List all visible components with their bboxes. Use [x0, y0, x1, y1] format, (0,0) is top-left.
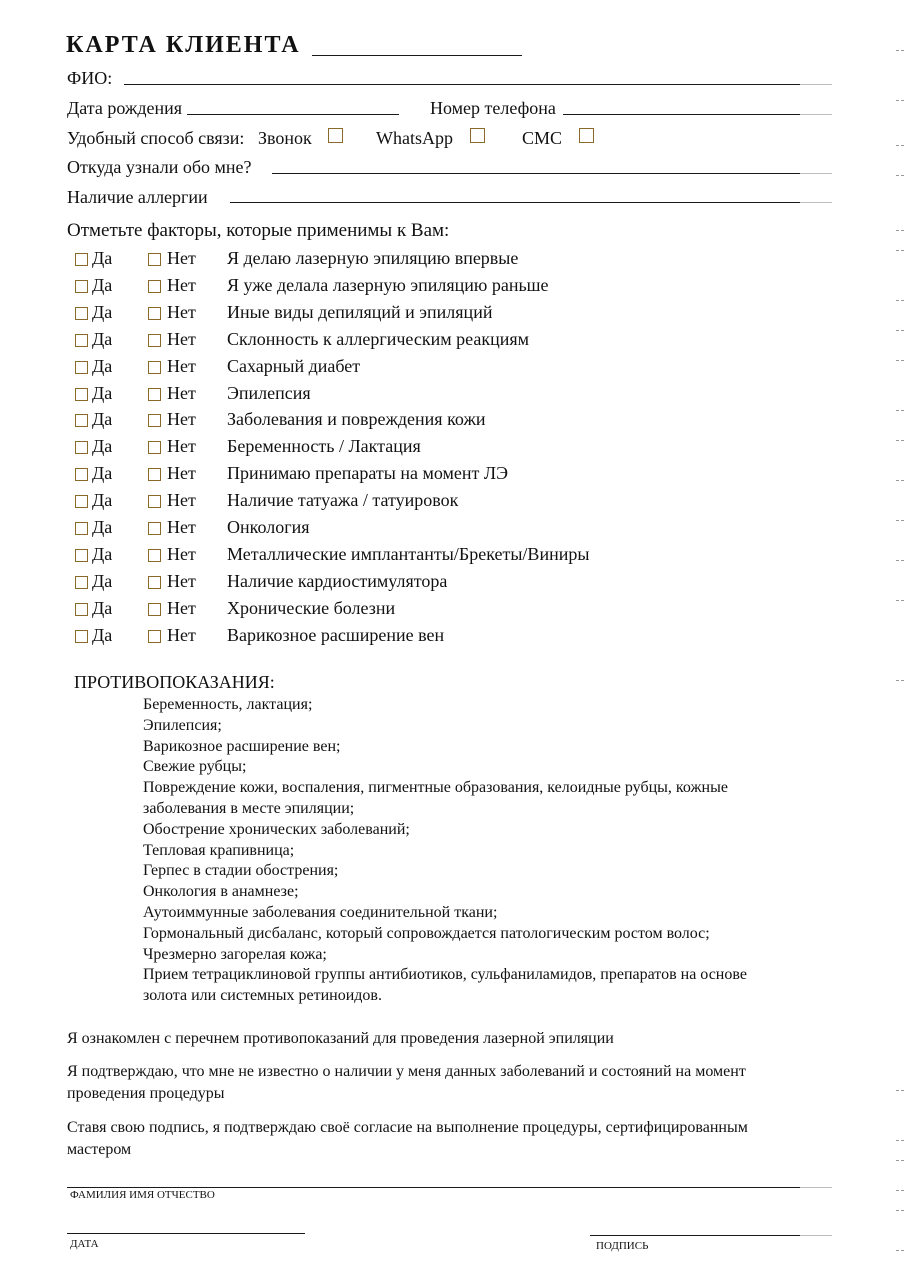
- factor-no-label: Нет: [167, 544, 196, 564]
- factor-yes-label: Да: [92, 625, 113, 645]
- factor-yes-label: Да: [92, 598, 113, 618]
- contact-method-label: Удобный способ связи:: [67, 128, 245, 148]
- factor-no-checkbox[interactable]: [148, 441, 161, 454]
- contraindication-item: Обострение хронических заболеваний;: [143, 820, 410, 838]
- ack-no-diseases-line1: Я подтверждаю, что мне не известно о наличии у меня данных заболеваний и состояний на момент: [67, 1063, 746, 1080]
- date-caption: ДАТА: [70, 1238, 99, 1250]
- crop-mark: [896, 50, 904, 51]
- factor-yes-checkbox[interactable]: [75, 414, 88, 427]
- contraindication-item: Свежие рубцы;: [143, 758, 247, 776]
- factor-yes-checkbox[interactable]: [75, 468, 88, 481]
- factor-no-checkbox[interactable]: [148, 549, 161, 562]
- factor-yes-checkbox[interactable]: [75, 388, 88, 401]
- factor-no-checkbox[interactable]: [148, 576, 161, 589]
- factor-text: Варикозное расширение вен: [227, 625, 445, 645]
- crop-mark: [896, 175, 904, 176]
- factor-text: Металлические имплантанты/Брекеты/Виниры: [227, 544, 590, 564]
- crop-mark: [896, 330, 904, 331]
- factor-no-label: Нет: [167, 463, 196, 483]
- contraindication-item: Эпилепсия;: [143, 716, 222, 734]
- factor-no-label: Нет: [167, 383, 196, 403]
- factor-yes-label: Да: [92, 248, 113, 268]
- factor-yes-checkbox[interactable]: [75, 307, 88, 320]
- factor-no-label: Нет: [167, 436, 196, 456]
- factor-text: Принимаю препараты на момент ЛЭ: [227, 463, 508, 483]
- crop-mark: [896, 1190, 904, 1191]
- phone-field-extension: [800, 114, 832, 115]
- crop-mark: [896, 440, 904, 441]
- sign-caption: ПОДПИСЬ: [596, 1240, 649, 1252]
- factor-yes-checkbox[interactable]: [75, 522, 88, 535]
- factor-text: Наличие татуажа / татуировок: [227, 490, 459, 510]
- full-name-signature-line[interactable]: [67, 1187, 800, 1188]
- factor-yes-checkbox[interactable]: [75, 441, 88, 454]
- fio-label: ФИО:: [67, 68, 113, 88]
- factor-no-checkbox[interactable]: [148, 388, 161, 401]
- factor-yes-label: Да: [92, 436, 113, 456]
- crop-mark: [896, 410, 904, 411]
- contact-option-whatsapp-label: WhatsApp: [376, 128, 453, 148]
- factor-no-checkbox[interactable]: [148, 414, 161, 427]
- factor-no-label: Нет: [167, 302, 196, 322]
- crop-mark: [896, 1210, 904, 1211]
- factor-text: Иные виды депиляций и эпиляций: [227, 302, 493, 322]
- contraindication-item: Чрезмерно загорелая кожа;: [143, 945, 327, 963]
- factor-yes-label: Да: [92, 490, 113, 510]
- crop-mark: [896, 230, 904, 231]
- factor-no-label: Нет: [167, 571, 196, 591]
- factor-yes-checkbox[interactable]: [75, 549, 88, 562]
- factor-text: Я уже делала лазерную эпиляцию раньше: [227, 275, 549, 295]
- crop-mark: [896, 680, 904, 681]
- factor-yes-checkbox[interactable]: [75, 495, 88, 508]
- factor-yes-checkbox[interactable]: [75, 361, 88, 374]
- contraindication-item: Варикозное расширение вен;: [143, 737, 341, 755]
- factor-no-checkbox[interactable]: [148, 334, 161, 347]
- contact-option-sms-label: СМС: [522, 128, 563, 148]
- factor-yes-checkbox[interactable]: [75, 630, 88, 643]
- allergy-field-extension: [800, 202, 832, 203]
- factor-text: Наличие кардиостимулятора: [227, 571, 448, 591]
- phone-field[interactable]: [563, 114, 800, 115]
- factor-text: Я делаю лазерную эпиляцию впервые: [227, 248, 519, 268]
- factor-yes-label: Да: [92, 463, 113, 483]
- fio-field[interactable]: [124, 84, 800, 85]
- contact-call-checkbox[interactable]: [328, 128, 343, 143]
- factor-yes-label: Да: [92, 409, 113, 429]
- date-signature-line[interactable]: [67, 1233, 305, 1234]
- contraindication-item: Онкология в анамнезе;: [143, 883, 299, 901]
- source-label: Откуда узнали обо мне?: [67, 157, 252, 177]
- crop-mark: [896, 100, 904, 101]
- crop-mark: [896, 1250, 904, 1251]
- contact-option-call-label: Звонок: [258, 128, 312, 148]
- factor-no-label: Нет: [167, 275, 196, 295]
- crop-mark: [896, 480, 904, 481]
- fio-field-extension: [800, 84, 832, 85]
- crop-mark: [896, 1140, 904, 1141]
- factor-no-label: Нет: [167, 490, 196, 510]
- factor-text: Беременность / Лактация: [227, 436, 421, 456]
- factor-text: Склонность к аллергическим реакциям: [227, 329, 530, 349]
- factor-no-checkbox[interactable]: [148, 468, 161, 481]
- contraindication-item: Прием тетрациклиновой группы антибиотиков, сульфаниламидов, препаратов на основе: [143, 966, 747, 984]
- factor-no-label: Нет: [167, 329, 196, 349]
- page-title: КАРТА КЛИЕНТА: [66, 32, 301, 58]
- contraindications-heading: ПРОТИВОПОКАЗАНИЯ:: [74, 672, 275, 692]
- ack-no-diseases-line2: проведения процедуры: [67, 1085, 225, 1102]
- contraindication-item: Аутоиммунные заболевания соединительной ткани;: [143, 903, 498, 921]
- full-name-caption: ФАМИЛИЯ ИМЯ ОТЧЕСТВО: [70, 1189, 215, 1201]
- crop-mark: [896, 560, 904, 561]
- factor-yes-label: Да: [92, 544, 113, 564]
- factor-no-checkbox[interactable]: [148, 307, 161, 320]
- factor-text: Хронические болезни: [227, 598, 396, 618]
- contact-whatsapp-checkbox[interactable]: [470, 128, 485, 143]
- factor-no-checkbox[interactable]: [148, 603, 161, 616]
- crop-mark: [896, 360, 904, 361]
- ack-contraindications: Я ознакомлен с перечнем противопоказаний для проведения лазерной эпиляции: [67, 1030, 614, 1047]
- factor-no-label: Нет: [167, 517, 196, 537]
- crop-mark: [896, 1160, 904, 1161]
- factor-yes-checkbox[interactable]: [75, 334, 88, 347]
- crop-mark: [896, 1090, 904, 1091]
- sign-signature-line[interactable]: [590, 1235, 800, 1236]
- factor-no-checkbox[interactable]: [148, 253, 161, 266]
- factor-yes-label: Да: [92, 275, 113, 295]
- birth-date-field[interactable]: [187, 114, 399, 115]
- source-field[interactable]: [272, 173, 800, 174]
- contraindication-item: Герпес в стадии обострения;: [143, 862, 339, 880]
- ack-consent-line2: мастером: [67, 1141, 132, 1158]
- crop-mark: [896, 520, 904, 521]
- contraindication-item: Гормональный дисбаланс, который сопровождается патологическим ростом волос;: [143, 924, 710, 942]
- contraindication-item: золота или системных ретиноидов.: [143, 987, 382, 1005]
- crop-mark: [896, 250, 904, 251]
- factor-no-label: Нет: [167, 356, 196, 376]
- factor-yes-label: Да: [92, 329, 113, 349]
- source-field-extension: [800, 173, 832, 174]
- factor-yes-checkbox[interactable]: [75, 280, 88, 293]
- ack-consent-line1: Ставя свою подпись, я подтверждаю своё согласие на выполнение процедуры, сертифицированным: [67, 1119, 748, 1136]
- allergy-field[interactable]: [230, 202, 800, 203]
- title-underline[interactable]: [312, 55, 522, 56]
- factor-no-checkbox[interactable]: [148, 280, 161, 293]
- phone-label: Номер телефона: [430, 98, 556, 118]
- full-name-line-extension: [800, 1187, 832, 1188]
- factor-no-checkbox[interactable]: [148, 495, 161, 508]
- factor-no-label: Нет: [167, 625, 196, 645]
- contact-sms-checkbox[interactable]: [579, 128, 594, 143]
- factor-yes-checkbox[interactable]: [75, 253, 88, 266]
- sign-line-extension: [800, 1235, 832, 1236]
- factor-yes-label: Да: [92, 302, 113, 322]
- factor-text: Эпилепсия: [227, 383, 311, 403]
- factor-no-checkbox[interactable]: [148, 361, 161, 374]
- factor-yes-label: Да: [92, 356, 113, 376]
- contraindication-item: Беременность, лактация;: [143, 696, 313, 713]
- factor-no-checkbox[interactable]: [148, 522, 161, 535]
- crop-mark: [896, 300, 904, 301]
- factor-yes-label: Да: [92, 383, 113, 403]
- contraindications-list: [143, 695, 803, 1007]
- contraindication-item: заболевания в месте эпиляции;: [143, 799, 355, 817]
- factor-no-label: Нет: [167, 248, 196, 268]
- factors-heading: Отметьте факторы, которые применимы к Вам:: [67, 220, 450, 241]
- factor-no-label: Нет: [167, 598, 196, 618]
- factor-yes-label: Да: [92, 517, 113, 537]
- factor-text: Сахарный диабет: [227, 356, 361, 376]
- factor-yes-checkbox[interactable]: [75, 603, 88, 616]
- contraindication-item: Тепловая крапивница;: [143, 841, 295, 859]
- birth-date-label: Дата рождения: [67, 98, 183, 118]
- factor-no-checkbox[interactable]: [148, 630, 161, 643]
- factor-yes-label: Да: [92, 571, 113, 591]
- allergy-label: Наличие аллергии: [67, 187, 208, 207]
- contraindication-item: Повреждение кожи, воспаления, пигментные образования, келоидные рубцы, кожные: [143, 779, 728, 797]
- crop-mark: [896, 600, 904, 601]
- factor-text: Онкология: [227, 517, 310, 537]
- crop-mark: [896, 145, 904, 146]
- factor-yes-checkbox[interactable]: [75, 576, 88, 589]
- factor-text: Заболевания и повреждения кожи: [227, 409, 486, 429]
- factor-no-label: Нет: [167, 409, 196, 429]
